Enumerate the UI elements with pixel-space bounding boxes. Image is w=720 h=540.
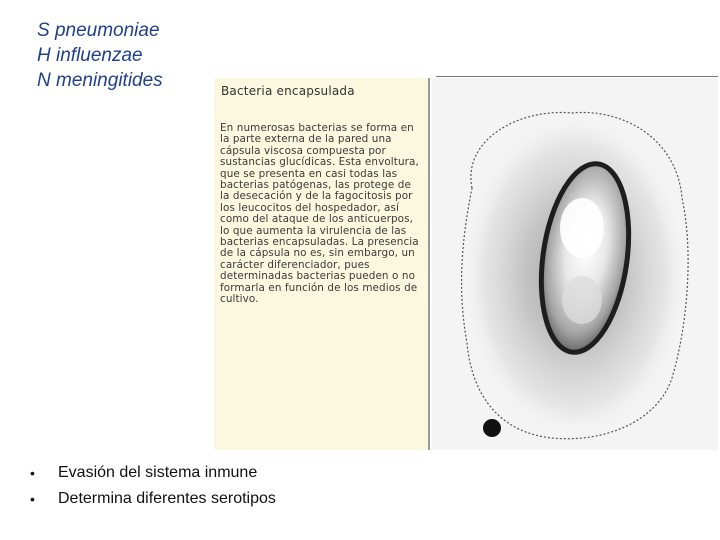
title-line-1: S pneumoniae xyxy=(37,20,160,41)
title-line-3: N meningitides xyxy=(37,70,163,91)
scanned-text-panel xyxy=(214,78,430,450)
bullet-item-1 xyxy=(30,460,276,486)
bullet-text: Evasión del sistema inmune xyxy=(58,464,258,481)
title-line-2: H influenzae xyxy=(37,45,143,66)
micrograph-image xyxy=(432,78,718,450)
scan-heading: Bacteria encapsulada xyxy=(221,84,355,98)
micrograph-top-border xyxy=(436,76,718,77)
scan-body: En numerosas bacterias se forma en la parte externa de la pared una cápsula viscosa compuesta por sustancias glucídicas. Esta envoltura, que se presenta en casi todas las bacterias patógenas, las protege de la desecación y de la fagocitosis por los leucocitos del hospedador, así como del ataque de los anticuerpos, lo que aumenta la virulencia de las bacterias encapsuladas. La presencia de la cápsula no es, sin embargo, un carácter diferenciador, pues determinadas bacterias pueden o no formarla en función de los medios de cultivo. xyxy=(220,122,419,306)
bullet-text: Determina diferentes serotipos xyxy=(58,490,276,507)
title-block xyxy=(37,18,237,93)
bullet-list xyxy=(30,460,276,512)
encapsulated-bacterium-micrograph-icon xyxy=(432,78,718,450)
bullet-icon: • xyxy=(30,491,35,507)
bullet-item-2 xyxy=(30,486,276,512)
bullet-icon: • xyxy=(30,465,35,481)
